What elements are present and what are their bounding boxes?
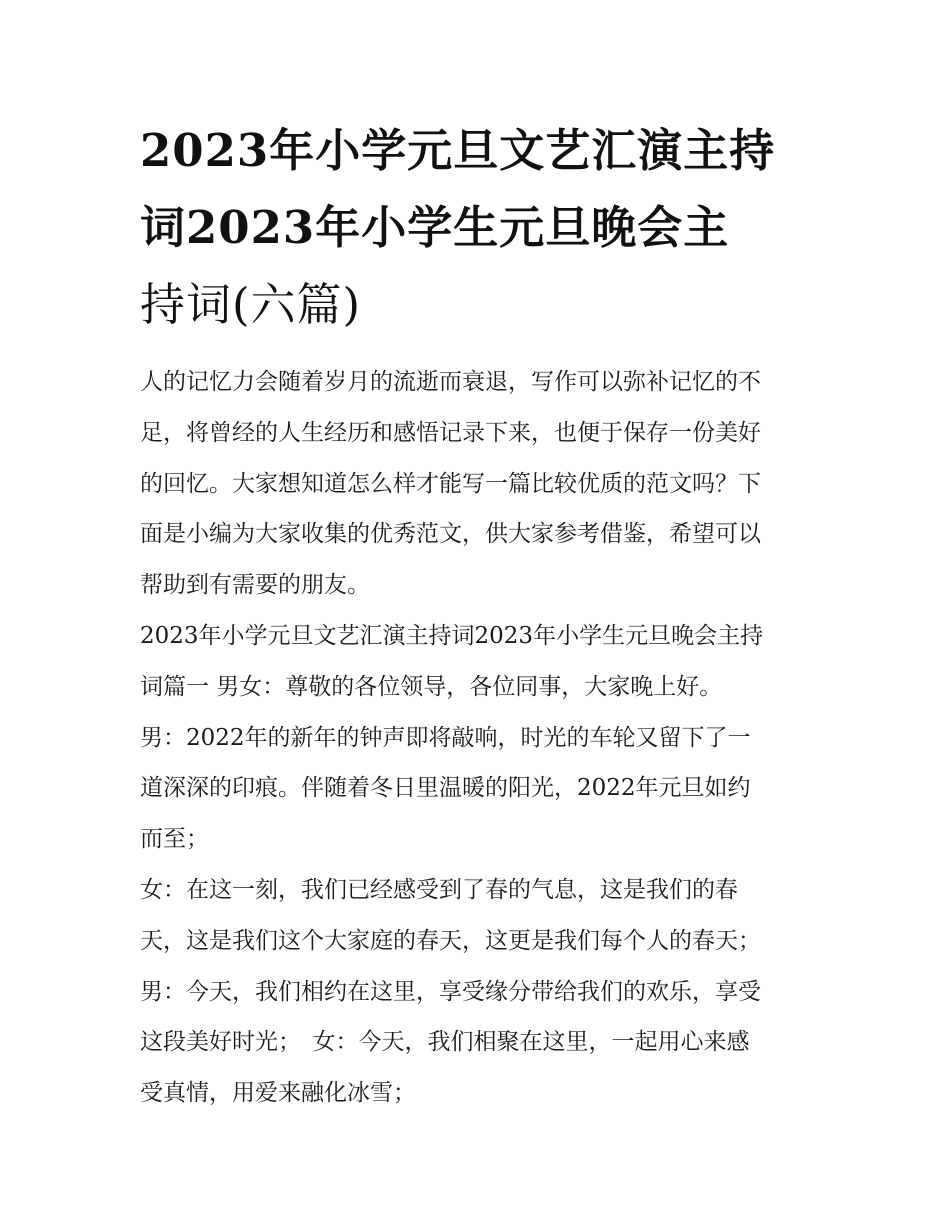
document-title (140, 112, 820, 343)
text-line: 女：在这一刻，我们已经感受到了春的气息，这是我们的春 (140, 876, 738, 903)
title-line: 持词(六篇) (140, 278, 362, 331)
dialogue-paragraph (140, 865, 820, 967)
text-line: 的回忆。大家想知道怎么样才能写一篇比较优质的范文吗？下 (140, 470, 761, 497)
text-line: 男：2022年的新年的钟声即将敲响，时光的车轮又留下了一 (140, 724, 751, 751)
document-page (140, 112, 820, 1119)
text-line: 足，将曾经的人生经历和感悟记录下来，也便于保存一份美好 (140, 419, 761, 446)
text-line: 帮助到有需要的朋友。 (140, 572, 370, 599)
text-line: 道深深的印痕。伴随着冬日里温暖的阳光，2022年元旦如约 (140, 775, 751, 802)
title-line: 词2023年小学生元旦晚会主 (140, 201, 730, 254)
text-line: 男：今天，我们相约在这里，享受缘分带给我们的欢乐，享受 (140, 978, 761, 1005)
intro-paragraph (140, 357, 820, 611)
text-line: 而至； (140, 826, 209, 853)
text-line: 天，这是我们这个大家庭的春天，这更是我们每个人的春天； (140, 927, 761, 954)
text-line: 这段美好时光； 女：今天，我们相聚在这里，一起用心来感 (140, 1029, 750, 1056)
text-line: 受真情，用爱来融化冰雪； (140, 1080, 416, 1107)
text-line: 词篇一 男女：尊敬的各位领导，各位同事，大家晚上好。 (140, 673, 723, 700)
document-body (140, 357, 820, 1119)
dialogue-paragraph (140, 967, 820, 1119)
section-heading-paragraph (140, 611, 820, 713)
text-line: 2023年小学元旦文艺汇演主持词2023年小学生元旦晚会主持 (140, 622, 764, 649)
text-line: 面是小编为大家收集的优秀范文，供大家参考借鉴，希望可以 (140, 521, 761, 548)
dialogue-paragraph (140, 713, 820, 865)
text-line: 人的记忆力会随着岁月的流逝而衰退，写作可以弥补记忆的不 (140, 369, 761, 395)
title-line: 2023年小学元旦文艺汇演主持 (140, 124, 776, 177)
